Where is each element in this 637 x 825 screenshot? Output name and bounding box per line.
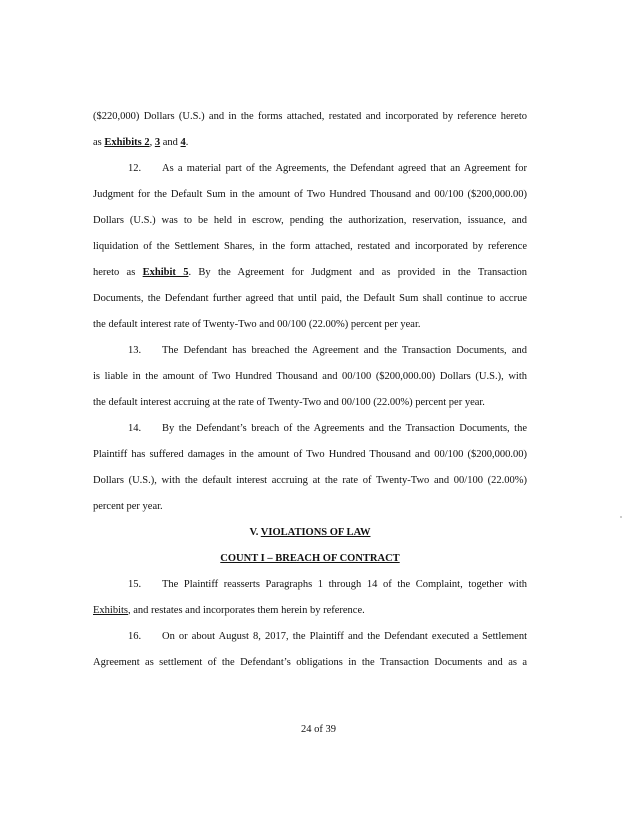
exhibit-4-ref: 4 <box>180 137 186 148</box>
body-line: The Defendant has breached the Agreement and the Transaction Documents, and <box>162 345 527 356</box>
body-line: As a material part of the Agreements, the Defendant agreed that an Agreement for <box>162 163 527 174</box>
body-line: the default interest rate of Twenty-Two and 00/100 (22.00%) percent per year. <box>93 319 421 330</box>
paragraph-number: 13. <box>128 345 142 356</box>
body-line: On or about August 8, 2017, the Plaintiff and the Defendant executed a Settlement <box>162 631 527 642</box>
body-line: liquidation of the Settlement Shares, in the form attached, restated and incorporated by reference <box>93 241 527 252</box>
body-line: Dollars (U.S.) was to be held in escrow, pending the authorization, reservation, issuance, and <box>93 215 527 226</box>
page-number: 24 of 39 <box>301 724 336 735</box>
exhibits-line: as Exhibits 2, 3 and 4. <box>93 137 189 148</box>
scan-speck <box>620 516 622 518</box>
body-line: the default interest accruing at the rate of Twenty-Two and 00/100 (22.00%) percent per year. <box>93 397 485 408</box>
exhibit-5-ref: Exhibit 5 <box>142 267 189 278</box>
body-line: The Plaintiff reasserts Paragraphs 1 through 14 of the Complaint, together with <box>162 579 527 590</box>
body-line: Judgment for the Default Sum in the amount of Two Hundred Thousand and 00/100 ($200,000.00) <box>93 189 527 200</box>
count-heading: COUNT I – BREACH OF CONTRACT <box>220 553 400 564</box>
body-line: Documents, the Defendant further agreed that until paid, the Default Sum shall continue to accrue <box>93 293 527 304</box>
exhibit-2-ref: Exhibits 2 <box>104 137 150 148</box>
body-line: is liable in the amount of Two Hundred Thousand and 00/100 ($200,000.00) Dollars (U.S.), with <box>93 371 527 382</box>
body-line: percent per year. <box>93 501 163 512</box>
body-line: Dollars (U.S.), with the default interest accruing at the rate of Twenty-Two and 00/100 (22.00%) <box>93 475 527 486</box>
section-heading: V. VIOLATIONS OF LAW <box>249 527 371 538</box>
paragraph-number: 16. <box>128 631 142 642</box>
paragraph-number: 12. <box>128 163 142 174</box>
body-line: Agreement as settlement of the Defendant’s obligations in the Transaction Documents and as a <box>93 657 527 668</box>
body-line: By the Defendant’s breach of the Agreements and the Transaction Documents, the <box>162 423 527 434</box>
body-line: ($220,000) Dollars (U.S.) and in the forms attached, restated and incorporated by reference hereto <box>93 111 527 122</box>
exhibit-5-line: hereto as Exhibit 5. By the Agreement for Judgment and as provided in the Transaction <box>93 267 528 278</box>
exhibits-ref-line: Exhibits, and restates and incorporates them herein by reference. <box>93 605 365 616</box>
paragraph-number: 14. <box>128 423 142 434</box>
exhibits-ref: Exhibits <box>93 605 129 616</box>
paragraph-number: 15. <box>128 579 142 590</box>
exhibit-3-ref: 3 <box>154 137 161 148</box>
body-line: Plaintiff has suffered damages in the amount of Two Hundred Thousand and 00/100 ($200,000.00) <box>93 449 527 460</box>
